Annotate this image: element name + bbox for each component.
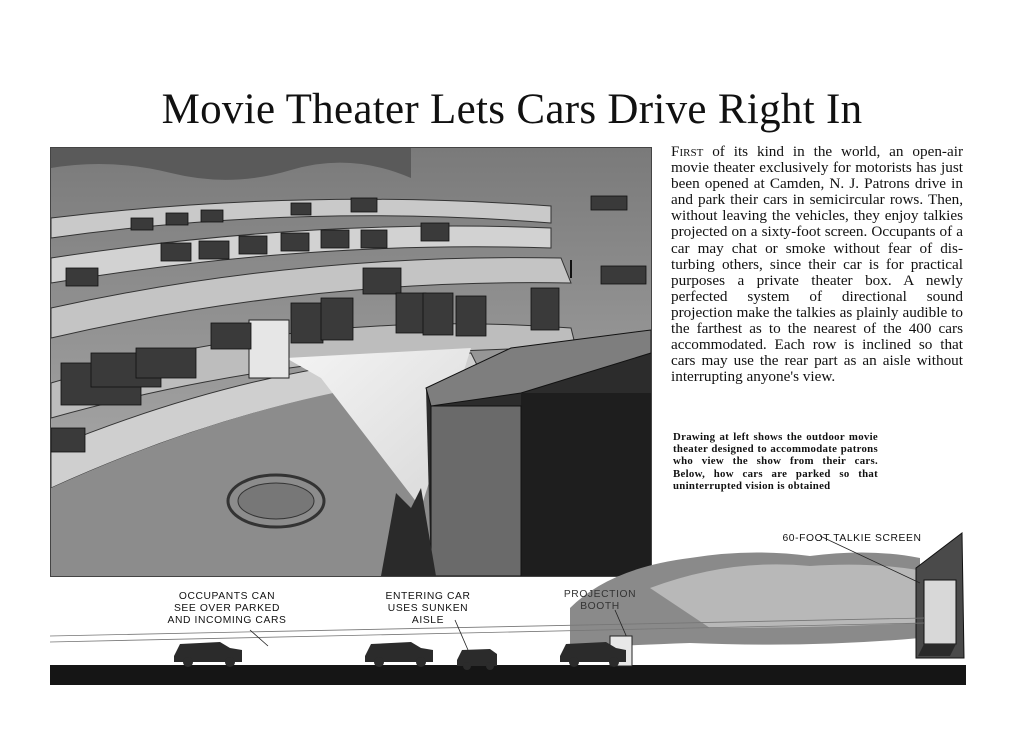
drive-in-illustration [50, 147, 652, 577]
talkie-screen-label: 60-FOOT TALKIE SCREEN [782, 533, 922, 544]
article-text: of its kind in the world, an open-air movie theater exclusively for motorists has just been opened at Camden, N. J. Patrons drive in and park their cars in semicircular rows. Then, without leaving the vehicles, they enjoy talkies projected on a sixty-foot screen. Occupants of a car may chat or smoke without fear of disturbing others, since their car is for practical purposes a private theater box. A newly perfected system of directional sound projection make the talkies as plainly audible to the farthest as to the nearest of the 400 cars accommodated. Each row is inclined so that cars may use the rear part as an aisle without interrupting anyone's view. [671, 143, 963, 386]
projection-booth-label: PROJECTION BOOTH [563, 589, 637, 612]
entering-car-label: ENTERING CAR USES SUNKEN AISLE [385, 591, 471, 626]
article-lead-word: First [671, 143, 704, 160]
occupants-label: OCCUPANTS CAN SEE OVER PARKED AND INCOMING CARS [167, 591, 287, 626]
illustration-caption: Drawing at left shows the outdoor movie theater designed to accommodate patrons who view the show from their cars. Below, how cars are parked so that uninterrupted vision is obtained [673, 431, 878, 492]
parking-cross-section-diagram [50, 528, 966, 685]
headline: Movie Theater Lets Cars Drive Right In [161, 86, 863, 133]
article-body [671, 144, 963, 385]
